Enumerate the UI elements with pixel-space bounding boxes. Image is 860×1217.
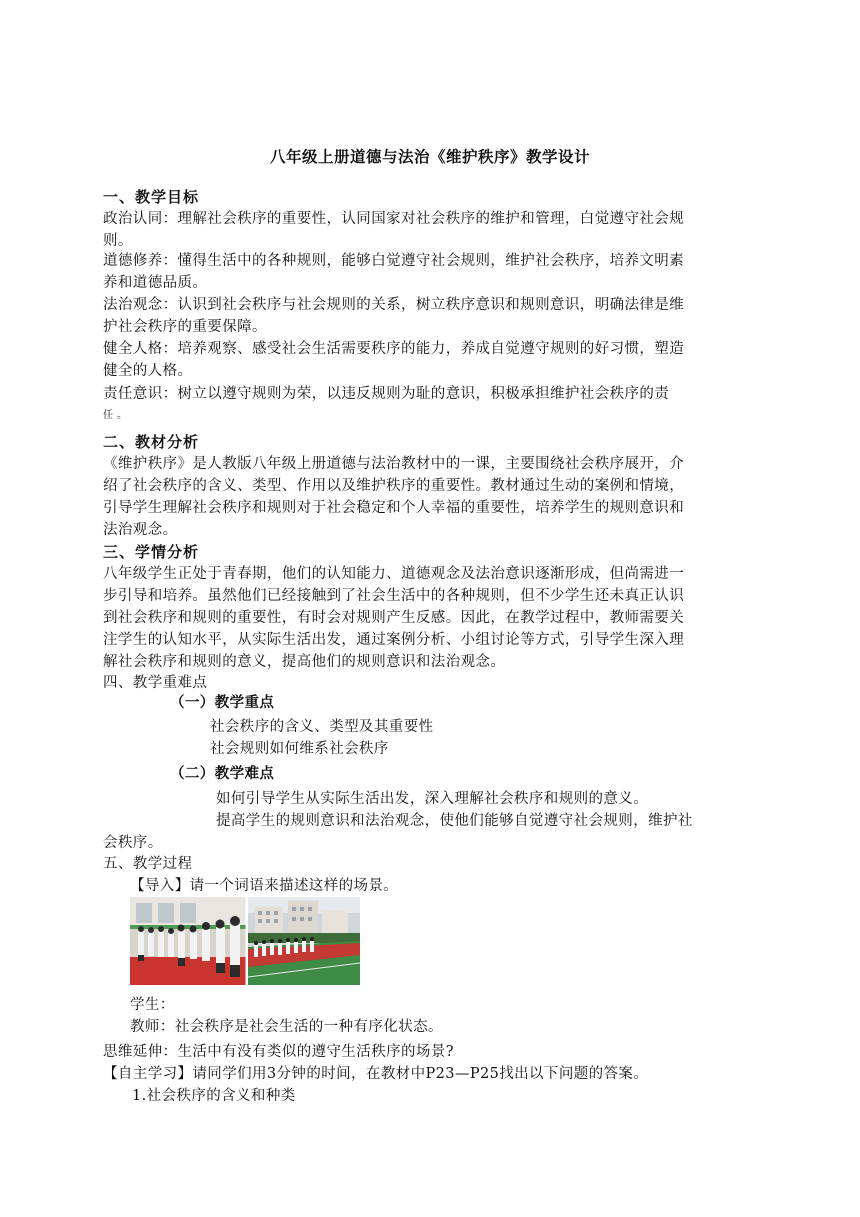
text-line: 法治观念：认识到社会秩序与社会规则的关系，树立秩序意识和规则意识，明确法律是维 [103,297,685,313]
objective-paragraph [103,250,727,294]
text-line: 政治认同：理解社会秩序的重要性，认同国家对社会秩序的维护和管理，白觉遵守社会规 [103,211,685,227]
text-line: 任 。 [103,410,128,421]
scene-photo-illustration [130,897,360,985]
difficulty-item: 提高学生的规则意识和法治观念，使他们能够自觉遵守社会规则，维护社 [216,813,693,829]
text-line: 注学生的认知水平，从实际生活出发，通过案例分析、小组讨论等方式，引导学生深入理 [103,632,685,648]
thinking-extension: 思维延伸：生活中有没有类似的遵守生活秩序的场景? [103,1044,454,1060]
text-line: 法治观念。 [103,522,178,538]
intro-prompt: 【导入】请一个词语来描述这样的场景。 [130,878,399,894]
subheading-key-points: （一）教学重点 [170,694,275,711]
text-line: 引导学生理解社会秩序和规则对于社会稳定和个人幸福的重要性，培养学生的规则意识和 [103,500,685,516]
text-line: 《维护秩序》是人教版八年级上册道德与法治教材中的一课，主要围绕社会秩序展开，介 [103,456,685,472]
section-heading-objectives: 一、教学目标 [103,188,200,206]
key-point-item: 社会秩序的含义、类型及其重要性 [210,719,434,735]
text-line: 健全人格：培养观察、感受社会生活需要秩序的能力，养成自觉遵守规则的好习惯，塑造 [103,341,685,357]
text-line: 绍了社会秩序的含义、类型、作用以及维护秩序的重要性。教材通过生动的案例和情境， [103,478,685,494]
section-heading-material: 二、教材分析 [103,433,200,451]
students-paragraph [103,563,727,673]
section-heading-keypoints: 四、教学重难点 [103,675,208,691]
objective-paragraph [103,208,727,252]
text-line: 健全的人格。 [103,363,193,379]
text-line: 步引导和培养。虽然他们已经接触到了社会生活中的各种规则，但不少学生还未真正认识 [103,588,685,604]
text-line: 解社会秩序和规则的意义，提高他们的规则意识和法治观念。 [103,654,506,670]
text-line: 道德修养：懂得生活中的各种规则，能够白觉遵守社会规则，维护社会秩序，培养文明素 [103,253,685,269]
text-line: 护社会秩序的重要保障。 [103,319,267,335]
subheading-difficulties: （二）教学难点 [170,765,275,782]
text-line: 养和道德品质。 [103,275,208,291]
objective-paragraph [103,338,727,382]
section-heading-process: 五、教学过程 [103,856,193,872]
document-title: 八年级上册道德与法治《维护秩序》教学设计 [269,147,590,166]
scene-photo [130,897,360,985]
student-line: 学生： [130,997,175,1013]
difficulty-item-continued: 会秩序。 [103,835,163,851]
difficulty-item: 如何引导学生从实际生活出发，深入理解社会秩序和规则的意义。 [216,791,649,807]
objective-paragraph [103,383,727,427]
text-line: 责任意识：树立以遵守规则为荣，以违反规则为耻的意识，积极承担维护社会秩序的责 [103,386,670,402]
key-point-item: 社会规则如何维系社会秩序 [210,741,389,757]
teacher-line: 教师：社会秩序是社会生活的一种有序化状态。 [130,1019,443,1035]
self-study-prompt: 【自主学习】请同学们用3分钟的时间，在教材中P23—P25找出以下问题的答案。 [103,1066,649,1082]
text-line: 到社会秩序和规则的重要性，有时会对规则产生反感。因此，在教学过程中，教师需要关 [103,610,685,626]
text-line: 则。 [103,233,133,249]
question-item: 1.社会秩序的含义和种类 [132,1088,296,1104]
text-line: 八年级学生正处于青春期，他们的认知能力、道德观念及法治意识逐渐形成，但尚需进一 [103,566,685,582]
objective-paragraph [103,294,727,338]
material-paragraph [103,453,727,541]
section-heading-students: 三、学情分析 [103,543,200,561]
